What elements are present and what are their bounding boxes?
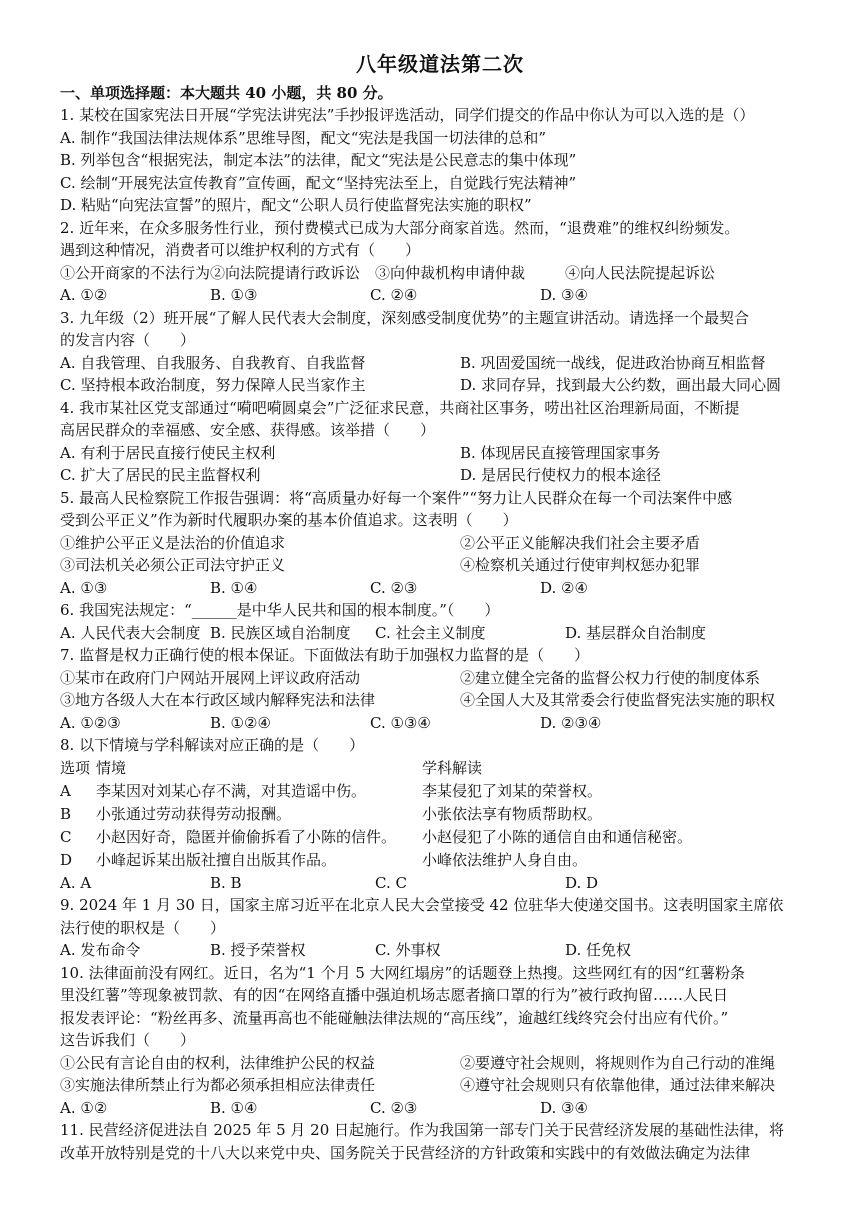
question-stem: 受到公平正义”作为新时代履职办案的基本价值追求。这表明（ ） (60, 511, 518, 529)
option-a: A. ①②③ (60, 713, 121, 732)
question-stem: 3. 九年级（2）班开展“了解人民代表大会制度，深刻感受制度优势”的主题宣讲活动。请选择一个最契合 (60, 308, 749, 327)
exam-paper (60, 50, 820, 1164)
header-interpretation: 学科解读 (422, 758, 483, 777)
option-b: B. ①②④ (210, 713, 271, 732)
question-4 (60, 397, 820, 487)
header-option: 选项 (60, 758, 91, 777)
statement-4: ④检察机关通过行使审判权惩办犯罪 (460, 556, 701, 574)
statement-2: ②要遵守社会规则，将规则作为自己行动的准绳 (460, 1053, 776, 1072)
statement-4: ④全国人大及其常委会行使监督宪法实施的职权 (460, 691, 776, 709)
option-d: D. 是居民行使权力的根本途径 (460, 466, 662, 484)
row-situation: 小赵因好奇，隐匿并偷偷拆看了小陈的信件。 (96, 827, 397, 846)
question-stem: 10. 法律面前没有网红。近日，名为“1 个月 5 大网红塌房”的话题登上热搜。这些网红有的因“红薯粉条 (60, 963, 746, 982)
option-d: D. ③④ (540, 1098, 588, 1117)
statement-3: ③司法机关必须公正司法守护正义 (60, 556, 286, 574)
question-stem: 这告诉我们（ ） (60, 1031, 196, 1049)
option-d: D. ②③④ (540, 713, 602, 732)
question-stem: 遇到这种情况，消费者可以维护权利的方式有（ ） (60, 241, 421, 259)
row-interpretation: 李某侵犯了刘某的荣誉权。 (422, 781, 603, 800)
table-row (60, 849, 820, 872)
option-c: C. 坚持根本政治制度，努力保障人民当家作主 (60, 376, 366, 394)
statement-4: ④遵守社会规则只有依靠他律，通过法律来解决 (460, 1076, 776, 1094)
option-d: D. 求同存异，找到最大公约数，画出最大同心圆 (460, 376, 782, 394)
row-situation: 小峰起诉某出版社擅自出版其作品。 (96, 850, 337, 869)
row-situation: 小张通过劳动获得劳动报酬。 (96, 804, 292, 823)
option-b: B. B (210, 873, 242, 892)
option-b: B. ①④ (210, 578, 258, 597)
option-b: B. 体现居民直接管理国家事务 (460, 443, 661, 462)
option-a: A. ①② (60, 286, 108, 304)
question-stem: 7. 监督是权力正确行使的根本保证。下面做法有助于加强权力监督的是（ ） (60, 646, 590, 664)
question-6 (60, 599, 820, 644)
table-row (60, 826, 820, 849)
statement-3: ③向仲裁机构申请仲裁 (375, 263, 526, 282)
statement-2: ②公平正义能解决我们社会主要矛盾 (460, 533, 701, 552)
option-b: B. 列举包含“根据宪法，制定本法”的法律，配文“宪法是公民意志的集中体现” (60, 151, 577, 169)
option-b: B. ①④ (210, 1098, 258, 1117)
question-stem: 里没红薯”等现象被罚款、有的因“在网络直播中强迫机场志愿者摘口罩的行为”被行政拘留……人民日 (60, 986, 729, 1004)
question-5 (60, 487, 820, 600)
option-c: C. 社会主义制度 (375, 623, 486, 642)
row-interpretation: 小张依法享有物质帮助权。 (422, 804, 603, 823)
option-a: A. ①③ (60, 578, 108, 597)
option-a: A. 制作“我国法律法规体系”思维导图，配文“宪法是我国一切法律的总和” (60, 128, 547, 147)
statement-1: ①某市在政府门户网站开展网上评议政府活动 (60, 668, 361, 687)
option-c: C. 绘制“开展宪法宣传教育”宣传画，配文“坚持宪法至上，自觉践行宪法精神” (60, 173, 577, 192)
statement-1: ①维护公平正义是法治的价值追求 (60, 533, 286, 552)
question-stem: 1. 某校在国家宪法日开展“学宪法讲宪法”手抄报评选活动，同学们提交的作品中你认为可以入选的是（） (60, 106, 755, 124)
question-7 (60, 644, 820, 734)
question-stem: 5. 最高人民检察院工作报告强调：将“高质量办好每一个案件”“努力让人民群众在每一个司法案件中感 (60, 488, 733, 507)
row-letter: C (60, 827, 72, 846)
row-letter: A (60, 781, 71, 800)
question-8 (60, 734, 820, 894)
option-c: C. ②③ (370, 578, 418, 597)
question-stem: 2. 近年来，在众多服务性行业，预付费模式已成为大部分商家首选。然而，“退费难”的维权纠纷频发。 (60, 218, 740, 237)
question-stem: 的发言内容（ ） (60, 331, 196, 349)
option-a: A. 自我管理、自我服务、自我教育、自我监督 (60, 353, 366, 372)
question-1 (60, 104, 820, 217)
question-10 (60, 962, 820, 1120)
question-stem: 11. 民营经济促进法自 2025 年 5 月 20 日起施行。作为我国第一部专门关于民营经济发展的基础性法律，将 (60, 1121, 785, 1139)
header-situation: 情境 (96, 758, 127, 777)
question-11 (60, 1119, 820, 1164)
option-d: D. ③④ (540, 286, 588, 304)
option-a: A. A (60, 873, 92, 892)
row-interpretation: 小峰依法维护人身自由。 (422, 850, 588, 869)
option-a: A. 有利于居民直接行使民主权利 (60, 443, 276, 462)
option-c: C. C (375, 873, 407, 892)
question-stem: 高居民群众的幸福感、安全感、获得感。该举措（ ） (60, 421, 436, 439)
option-d: D. D (565, 873, 599, 892)
question-stem: 改革开放特别是党的十八大以来党中央、国务院关于民营经济的方针政策和实践中的有效做法确定为法律 (60, 1143, 751, 1162)
option-c: C. 扩大了居民的民主监督权利 (60, 466, 261, 484)
table-row (60, 780, 820, 803)
question-2 (60, 217, 820, 307)
question-stem: 9. 2024 年 1 月 30 日，国家主席习近平在北京人民大会堂接受 42 位驻华大使递交国书。这表明国家主席依 (60, 896, 784, 914)
statement-3: ③实施法律所禁止行为都必须承担相应法律责任 (60, 1076, 376, 1094)
question-stem: 4. 我市某社区党支部通过“嗬吧嗬圆桌会”广泛征求民意，共商社区事务，唠出社区治理新局面，不断提 (60, 398, 740, 417)
statement-4: ④向人民法院提起诉讼 (565, 263, 716, 282)
question-stem: 6. 我国宪法规定：“______是中华人民共和国的根本制度。”（ ） (60, 601, 500, 619)
statement-1: ①公开商家的不法行为 (60, 263, 211, 282)
statement-3: ③地方各级人大在本行政区域内解释宪法和法律 (60, 691, 376, 709)
option-d: D. 任免权 (565, 941, 632, 959)
option-b: B. 民族区域自治制度 (210, 623, 351, 642)
row-letter: B (60, 804, 72, 823)
table-header (60, 757, 820, 780)
option-d: D. 基层群众自治制度 (565, 623, 707, 642)
row-letter: D (60, 850, 73, 869)
option-c: C. ②④ (370, 286, 418, 304)
page-title: 八年级道法第二次 (356, 52, 524, 76)
option-a: A. ①② (60, 1098, 108, 1117)
question-stem: 法行使的职权是（ ） (60, 918, 226, 937)
option-a: A. 人民代表大会制度 (60, 623, 201, 642)
option-c: C. ②③ (370, 1098, 418, 1117)
option-b: B. 授予荣誉权 (210, 941, 306, 959)
option-d: D. 粘贴“向宪法宣誓”的照片，配文“公职人员行使监督宪法实施的职权” (60, 196, 532, 214)
statement-2: ②建立健全完备的监督公权力行使的制度体系 (460, 668, 761, 687)
row-situation: 李某因对刘某心存不满，对其造谣中伤。 (96, 781, 367, 800)
statement-1: ①公民有言论自由的权利，法律维护公民的权益 (60, 1053, 376, 1072)
row-interpretation: 小赵侵犯了小陈的通信自由和通信秘密。 (422, 827, 693, 846)
question-stem: 报发表评论：“粉丝再多、流量再高也不能碰触法律法规的“高压线”，逾越红线终究会付出应有代价。” (60, 1008, 729, 1027)
question-stem: 8. 以下情境与学科解读对应正确的是（ ） (60, 736, 365, 754)
table-row (60, 803, 820, 826)
section-heading: 一、单项选择题：本大题共 40 小题，共 80 分。 (60, 84, 393, 102)
option-b: B. ①③ (210, 286, 258, 304)
option-c: C. ①③④ (370, 713, 431, 732)
question-9 (60, 894, 820, 962)
question-3 (60, 307, 820, 397)
option-b: B. 巩固爱国统一战线，促进政治协商互相监督 (460, 353, 766, 372)
option-c: C. 外事权 (375, 941, 441, 959)
option-d: D. ②④ (540, 578, 588, 597)
option-a: A. 发布命令 (60, 941, 141, 959)
statement-2: ②向法院提请行政诉讼 (210, 263, 361, 282)
